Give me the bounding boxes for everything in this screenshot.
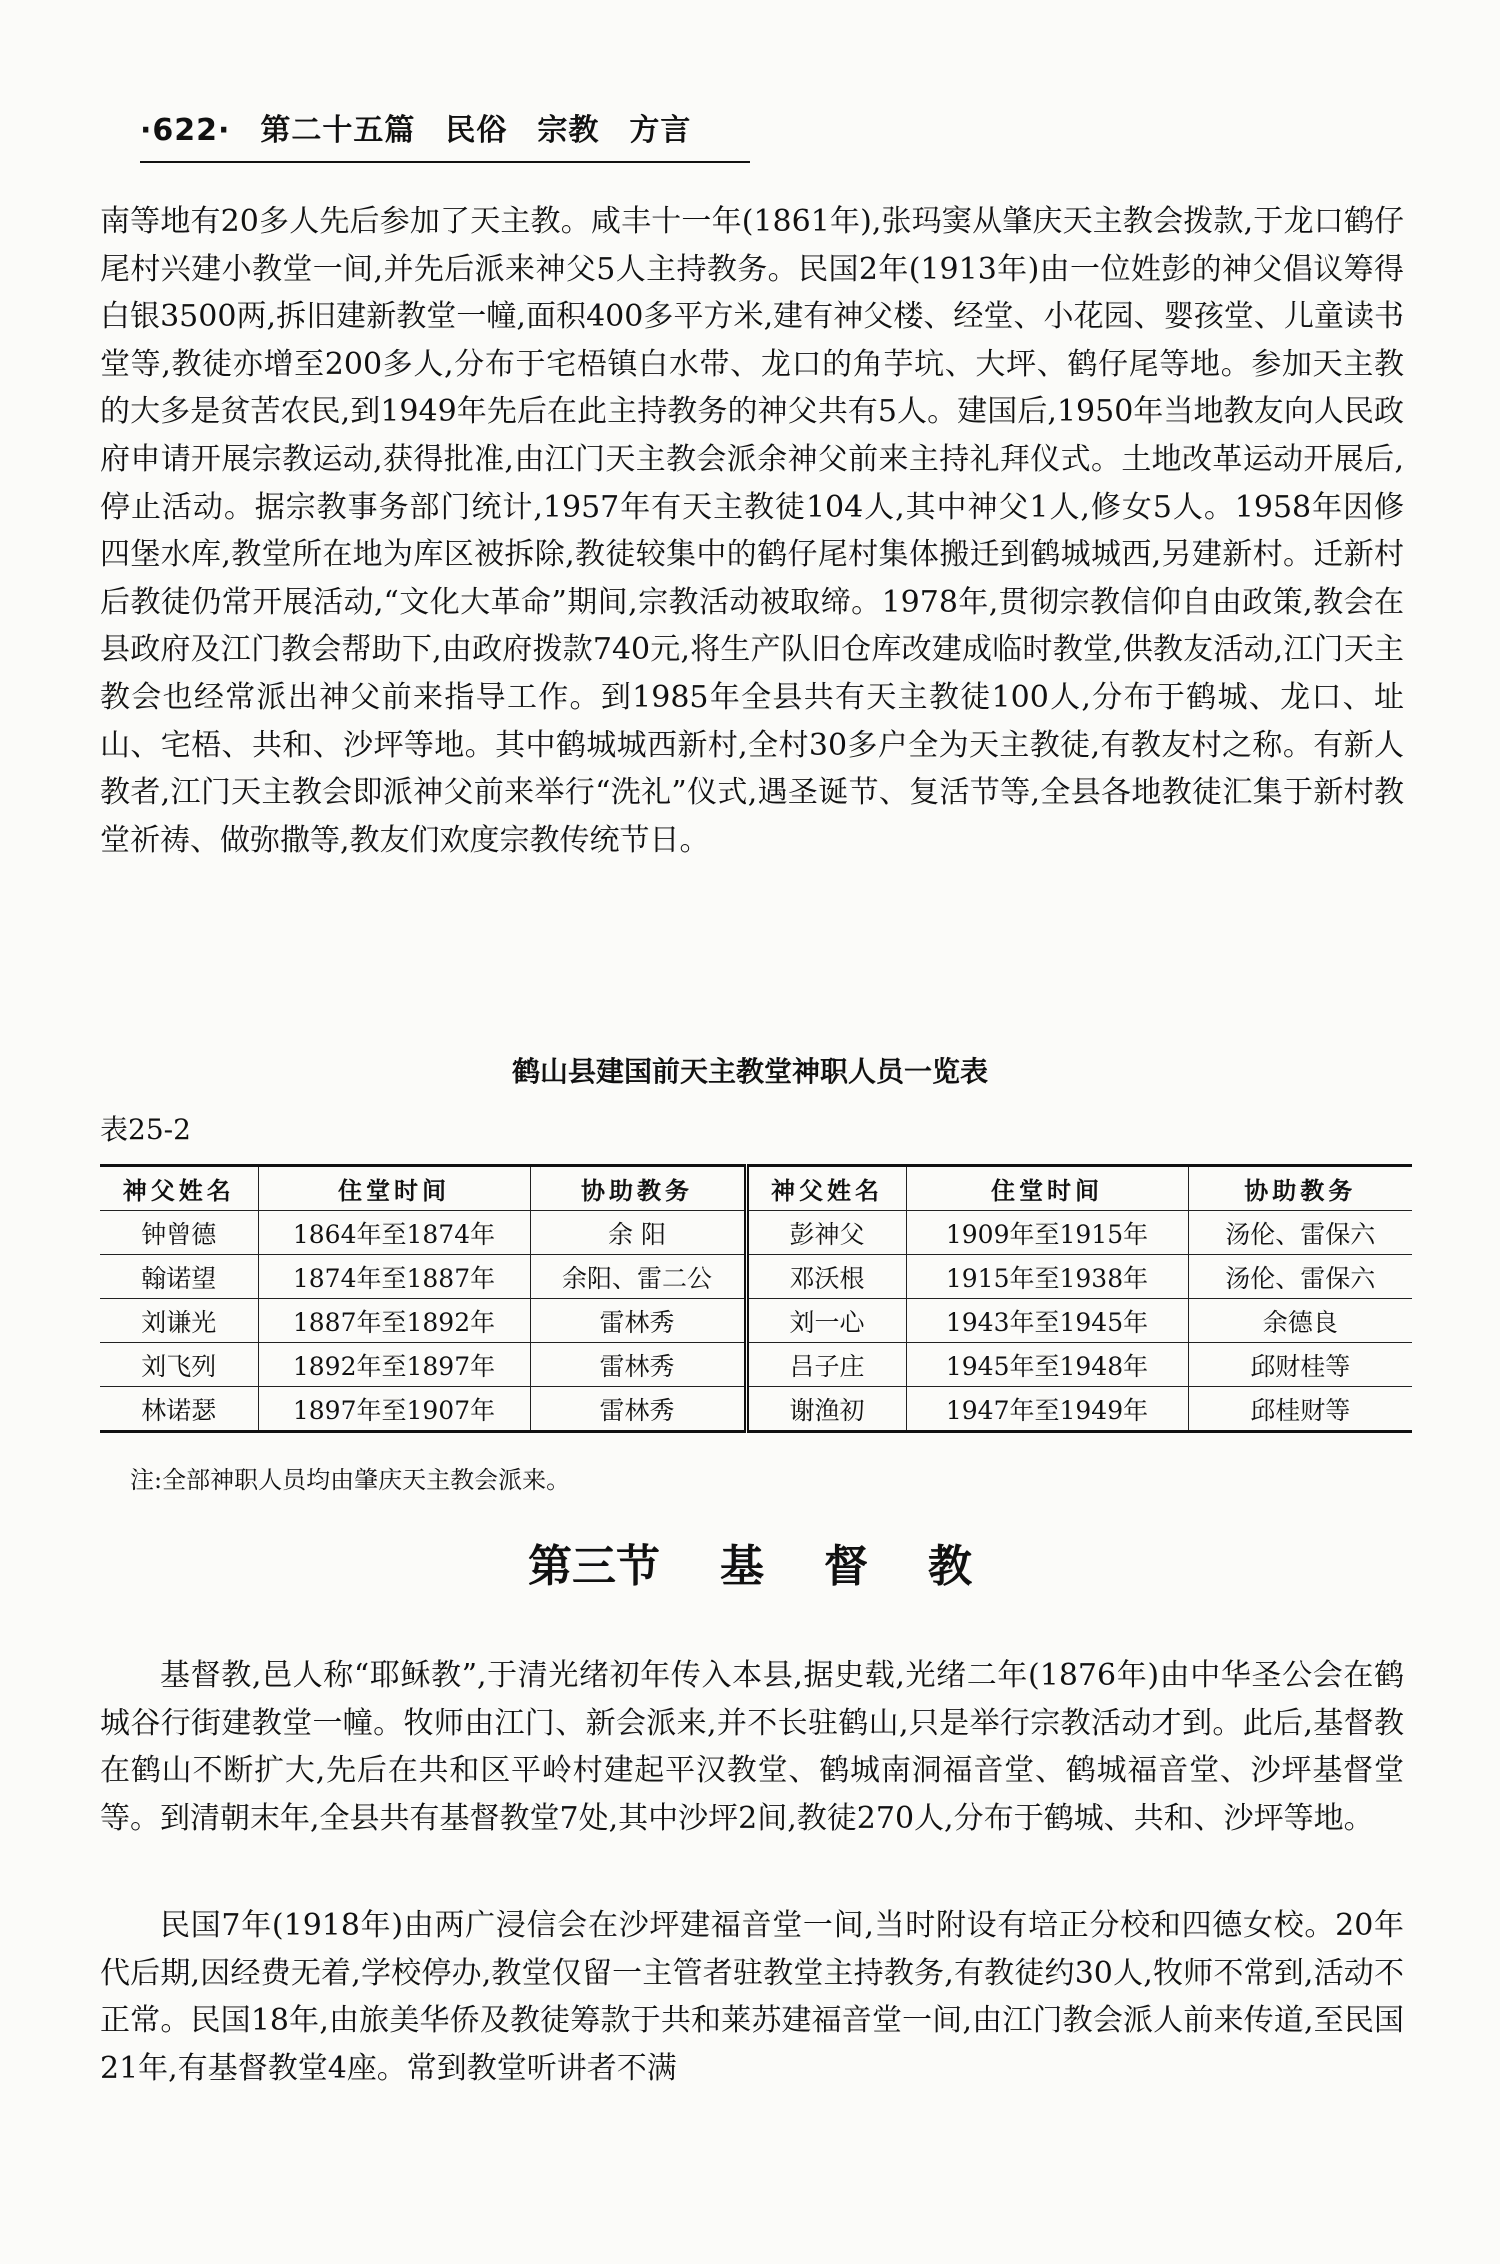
table-cell: 余德良: [1188, 1299, 1412, 1343]
table-cell: 吕子庄: [746, 1343, 906, 1387]
table-cell: 钟曾德: [100, 1211, 258, 1255]
table-cell: 刘飞列: [100, 1343, 258, 1387]
table-cell: 翰诺望: [100, 1255, 258, 1299]
col-header: 协助教务: [530, 1166, 746, 1211]
col-header: 神父姓名: [100, 1166, 258, 1211]
paragraph-protestant-2: 民国7年(1918年)由两广浸信会在沙坪建福音堂一间,当时附设有培正分校和四德女校。20年代后期,因经费无着,学校停办,教堂仅留一主管者驻教堂主持教务,有教徒约30人,牧师不常到,活动不正常。民国18年,由旅美华侨及教徒筹款于共和莱苏建福音堂一间,由江门教会派人前来传道,至民国21年,有基督教堂4座。常到教堂听讲者不满: [100, 1908, 1404, 2086]
page-header: [140, 105, 750, 163]
col-header: 协助教务: [1188, 1166, 1412, 1211]
paragraph-protestant-1: 基督教,邑人称“耶稣教”,于清光绪初年传入本县,据史载,光绪二年(1876年)由中华圣公会在鹤城谷行街建教堂一幢。牧师由江门、新会派来,并不长驻鹤山,只是举行宗教活动才到。此后,基督教在鹤山不断扩大,先后在共和区平岭村建起平汉教堂、鹤城南洞福音堂、鹤城福音堂、沙坪基督堂等。到清朝末年,全县共有基督教堂7处,其中沙坪2间,教徒270人,分布于鹤城、共和、沙坪等地。: [100, 1658, 1404, 1836]
table-cell: 谢渔初: [746, 1387, 906, 1432]
table-cell: 彭神父: [746, 1211, 906, 1255]
table-cell: 1864年至1874年: [258, 1211, 530, 1255]
table-cell: 汤伦、雷保六: [1188, 1211, 1412, 1255]
table-note: 注:全部神职人员均由肇庆天主教会派来。: [130, 1466, 571, 1494]
section-char: 基: [720, 1541, 764, 1592]
table-row: [100, 1299, 1412, 1343]
table-cell: 雷林秀: [530, 1387, 746, 1432]
table-header-row: [100, 1166, 1412, 1211]
table-cell: 雷林秀: [530, 1343, 746, 1387]
table-cell: 刘谦光: [100, 1299, 258, 1343]
table-cell: 1887年至1892年: [258, 1299, 530, 1343]
table-cell: 1874年至1887年: [258, 1255, 530, 1299]
section-char: 教: [928, 1541, 972, 1592]
table-row: [100, 1211, 1412, 1255]
topic-2: 宗教: [537, 113, 600, 148]
col-header: 神父姓名: [746, 1166, 906, 1211]
topic-1: 民俗: [445, 113, 508, 148]
table-cell: 1909年至1915年: [906, 1211, 1188, 1255]
table-cell: 邓沃根: [746, 1255, 906, 1299]
paragraph-catholic: 南等地有20多人先后参加了天主教。咸丰十一年(1861年),张玛窦从肇庆天主教会拨款,于龙口鹤仔尾村兴建小教堂一间,并先后派来神父5人主持教务。民国2年(1913年)由一位姓彭的神父倡议筹得白银3500两,拆旧建新教堂一幢,面积400多平方米,建有神父楼、经堂、小花园、婴孩堂、儿童读书堂等,教徒亦增至200多人,分布于宅梧镇白水带、龙口的角芋坑、大坪、鹤仔尾等地。参加天主教的大多是贫苦农民,到1949年先后在此主持教务的神父共有5人。建国后,1950年当地教友向人民政府申请开展宗教运动,获得批准,由江门天主教会派余神父前来主持礼拜仪式。土地改革运动开展后,停止活动。据宗教事务部门统计,1957年有天主教徒104人,其中神父1人,修女5人。1958年因修 四堡水库,教堂所在地为库区被拆除,教徒较集中的鹤仔尾村集体搬迁到鹤城城西,另建新村。迁新村后教徒仍常开展活动,“文化大革命”期间,宗教活动被取缔。1978年,贯彻宗教信仰自由政策,教会在县政府及江门教会帮助下,由政府拨款740元,将生产队旧仓库改建成临时教堂,供教友活动,江门天主教会也经常派出神父前来指导工作。到1985年全县共有天主教徒100人,分布于鹤城、龙口、址山、宅梧、共和、沙坪等地。其中鹤城城西新村,全村30多户全为天主教徒,有教友村之称。有新人教者,江门天主教会即派神父前来举行“洗礼”仪式,遇圣诞节、复活节等,全县各地教徒汇集于新村教堂祈祷、做弥撒等,教友们欢度宗教传统节日。: [100, 204, 1404, 858]
part-title: 第二十五篇: [260, 113, 416, 148]
table-title: 鹤山县建国前天主教堂神职人员一览表: [511, 1055, 988, 1088]
section-number: 第三节: [528, 1541, 660, 1592]
table-row: [100, 1343, 1412, 1387]
table-cell: 1915年至1938年: [906, 1255, 1188, 1299]
table-cell: 汤伦、雷保六: [1188, 1255, 1412, 1299]
table-row: [100, 1387, 1412, 1432]
table-cell: 雷林秀: [530, 1299, 746, 1343]
table-cell: 1897年至1907年: [258, 1387, 530, 1432]
table-cell: 1892年至1897年: [258, 1343, 530, 1387]
table-cell: 1945年至1948年: [906, 1343, 1188, 1387]
section-title: [0, 1530, 1500, 1594]
table-cell: 1943年至1945年: [906, 1299, 1188, 1343]
table-cell: 刘一心: [746, 1299, 906, 1343]
table-cell: 余 阳: [530, 1211, 746, 1255]
table-cell: 林诺瑟: [100, 1387, 258, 1432]
table-cell: 余阳、雷二公: [530, 1255, 746, 1299]
section-char: 督: [824, 1541, 868, 1592]
col-header: 住堂时间: [906, 1166, 1188, 1211]
table-row: [100, 1255, 1412, 1299]
table-number: 表25-2: [100, 1113, 191, 1146]
col-header: 住堂时间: [258, 1166, 530, 1211]
table-cell: 1947年至1949年: [906, 1387, 1188, 1432]
page-number: ·622·: [140, 113, 231, 148]
table-cell: 邱财桂等: [1188, 1343, 1412, 1387]
topic-3: 方言: [629, 113, 692, 148]
table-cell: 邱桂财等: [1188, 1387, 1412, 1432]
clergy-table: [100, 1164, 1412, 1433]
